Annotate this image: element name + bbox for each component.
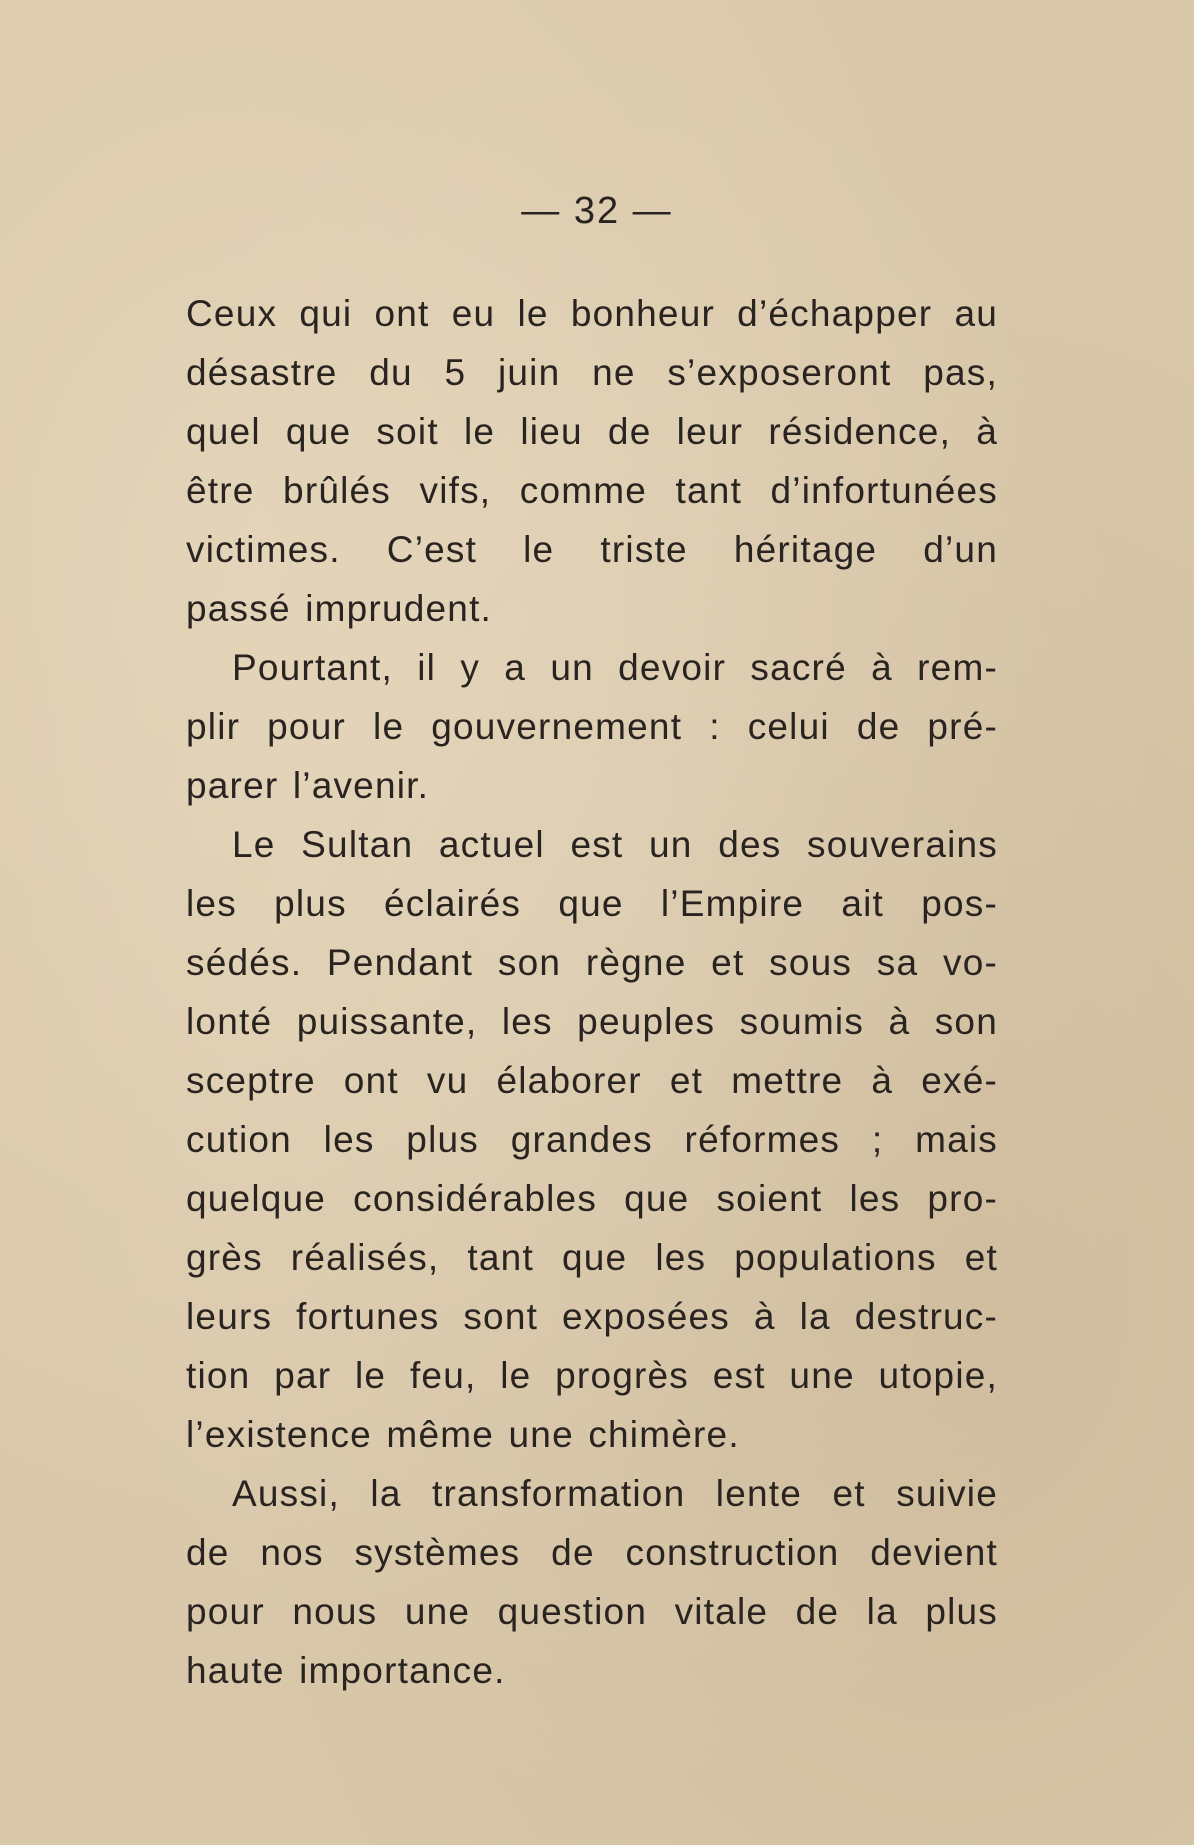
text-line: sédés. Pendant son règne et sous sa vo- bbox=[186, 942, 998, 983]
paragraph-4 bbox=[186, 1464, 998, 1700]
text-line: les plus éclairés que l’Empire ait pos- bbox=[186, 883, 998, 924]
text-line: quelque considérables que soient les pro- bbox=[186, 1178, 998, 1219]
text-line: de nos systèmes de construction devient bbox=[186, 1532, 998, 1573]
text-line: l’existence même une chimère. bbox=[186, 1414, 740, 1455]
text-line: leurs fortunes sont exposées à la destruc- bbox=[186, 1296, 998, 1337]
paragraph-3 bbox=[186, 815, 998, 1464]
text-line: Pourtant, il y a un devoir sacré à rem- bbox=[232, 647, 998, 688]
text-line: Aussi, la transformation lente et suivie bbox=[232, 1473, 998, 1514]
body-text bbox=[186, 284, 998, 1700]
text-line: pour nous une question vitale de la plus bbox=[186, 1591, 998, 1632]
text-line: grès réalisés, tant que les populations et bbox=[186, 1237, 998, 1278]
text-line: victimes. C’est le triste héritage d’un bbox=[186, 529, 998, 570]
paragraph-2 bbox=[186, 638, 998, 815]
text-line: plir pour le gouvernement : celui de pré- bbox=[186, 706, 998, 747]
text-line: lonté puissante, les peuples soumis à son bbox=[186, 1001, 998, 1042]
page-number: — 32 — bbox=[521, 190, 673, 232]
text-line: quel que soit le lieu de leur résidence, à bbox=[186, 411, 998, 452]
paragraph-1 bbox=[186, 284, 998, 638]
text-line: être brûlés vifs, comme tant d’infortunées bbox=[186, 470, 998, 511]
text-line: cution les plus grandes réformes ; mais bbox=[186, 1119, 998, 1160]
text-line: Le Sultan actuel est un des souverains bbox=[232, 824, 998, 865]
text-line: tion par le feu, le progrès est une utopie, bbox=[186, 1355, 998, 1396]
text-line: haute importance. bbox=[186, 1650, 506, 1691]
text-line: passé imprudent. bbox=[186, 588, 493, 629]
text-line: Ceux qui ont eu le bonheur d’échapper au bbox=[186, 293, 998, 334]
text-line: sceptre ont vu élaborer et mettre à exé- bbox=[186, 1060, 998, 1101]
text-line: désastre du 5 juin ne s’exposeront pas, bbox=[186, 352, 998, 393]
text-line: parer l’avenir. bbox=[186, 765, 430, 806]
